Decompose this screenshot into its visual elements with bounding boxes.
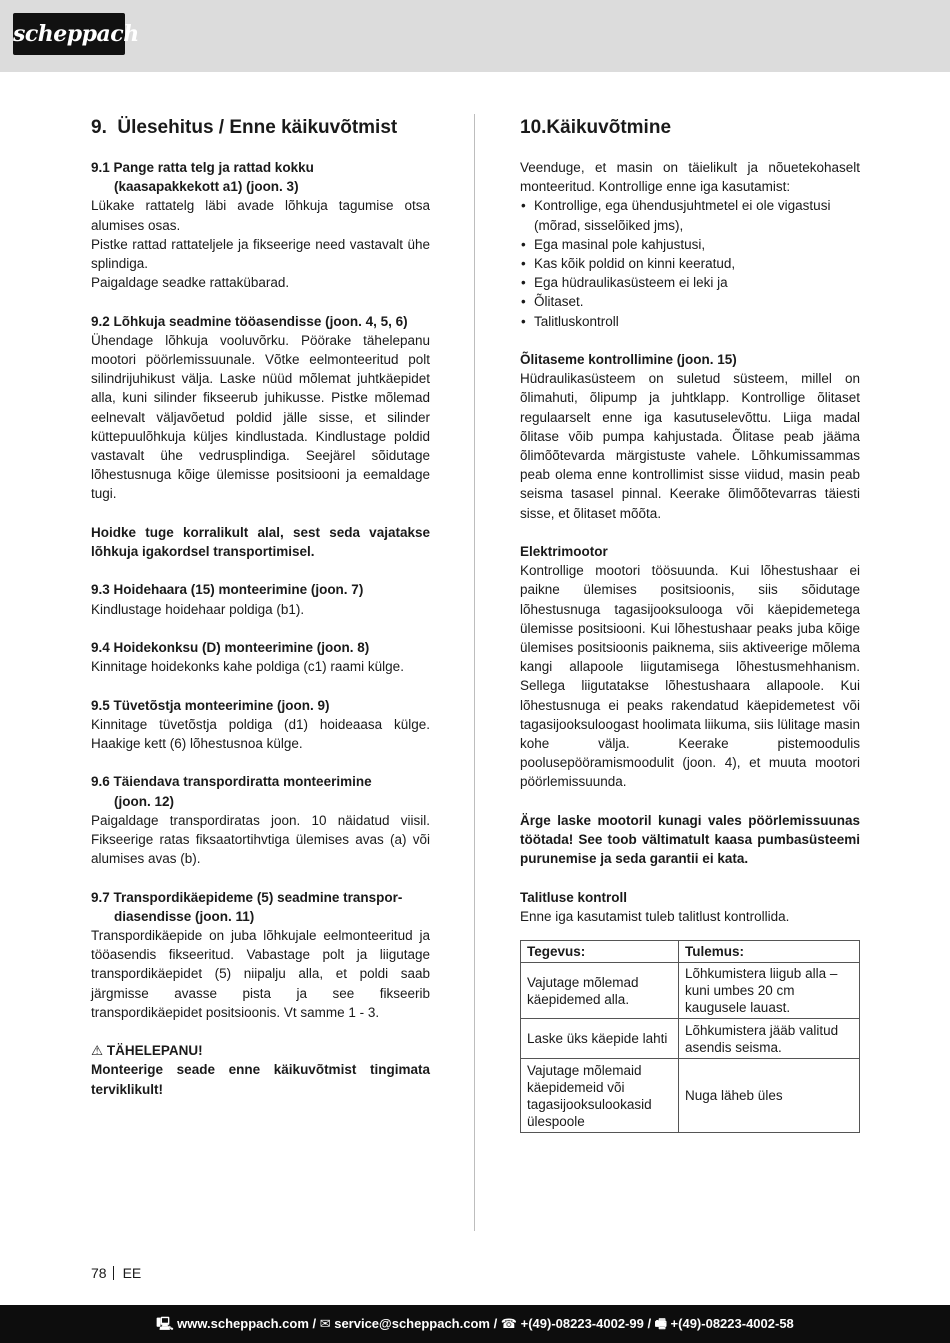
table-cell-action: Laske üks käepide lahti [521,1019,679,1059]
electric-motor-text: Kontrollige mootori töösuunda. Kui lõhestushaar ei paikne ülemises positsioonis, siis sõidutage lõhestusnuga tagasijooksulooga või käepidemetega ülemisse positsiooni. Kui lõhestushaar peaks juba kõige ülemises positsioonis paiknema, siis aktiveerige mõlema kangi allapoole liigutamisega lõhestusmehhanism. Sellega liigutatakse lõhestushaara allapoole. Kui lõhestusnuga ei peaks rakendatud käepidemetest või tagasijooksuloogast hoolimata liikuma, siis lülitage masin kohe välja. Keerake pistemoodulis poolusepööramismoodulit (joon. 4), et muuta mootori pöörlemissuunda. [520,563,860,790]
page-header [0,0,950,72]
attention-text: Monteerige seade enne käikuvõtmist tingimata terviklikult! [91,1062,430,1097]
table-row [521,963,860,1019]
section-9-1-text-3: Paigaldage seadke rattakübarad. [91,275,290,291]
table-row [521,1059,860,1133]
commissioning-intro: Veenduge, et masin on täielikult ja nõuetekohaselt monteeritud. Kontrollige enne iga kasutamist: [520,160,860,195]
section-9-1-text-1: Lükake rattatelg läbi avade lõhkuja tagumise otsa alumises osas. [91,198,430,233]
list-item: • Ega masinal pole kahjustusi, [520,235,860,254]
section-9-title: 9. Ülesehitus / Enne käikuvõtmist [91,117,398,138]
column-header-result: Tulemus: [679,941,860,963]
function-check-table [520,940,860,1133]
section-9-4-heading: 9.4 Hoidekonksu (D) monteerimine (joon. 8) [91,640,370,656]
table-header-row [521,941,860,963]
function-check-heading: Talitluse kontroll [520,889,628,905]
page-number: 78 [91,1265,107,1281]
list-item: • Talitluskontroll [520,312,860,331]
list-item: • Kas kõik poldid on kinni keeratud, [520,254,860,273]
right-column [520,116,860,1133]
warning-triangle-icon: ⚠ [91,1043,104,1059]
contact-bar: 🖳 www.scheppach.com / ✉ service@scheppach.com / ☎ +(49)-08223-4002-99 / 🖷 +(49)-08223-4002-58 [0,1305,950,1343]
function-check-text: Enne iga kasutamist tuleb talitlust kontrollida. [520,908,790,924]
section-9-1-heading: 9.1 Pange ratta telg ja rattad kokku (kaasapakkekott a1) (joon. 3) [91,160,314,195]
list-item: • Kontrollige, ega ühendusjuhtmetel ei ole vigastusi (mõrad, sisselõiked jms), [520,196,860,234]
language-code: EE [122,1265,142,1281]
section-9-7-text: Transpordikäepide on juba lõhkujale eelmonteeritud ja tööasendis fikseeritud. Vabastage polt ja liigutage transpordikäepidet (5) niipalju alla, et poldi saab järgmisse avasse pista ja see fikseerib transpordikäepidet positsioonis. Vt samme 1 - 3. [91,928,430,1020]
table-row [521,1019,860,1059]
column-header-action: Tegevus: [521,941,679,963]
list-item: • Õlitaset. [520,292,860,311]
section-9-2-warning: Hoidke tuge korralikult alal, sest seda vajatakse lõhkuja igakordsel transportimisel. [91,524,430,560]
left-column [91,116,430,1099]
brand-logo: scheppach [13,13,125,55]
section-9-3-text: Kindlustage hoidehaar poldiga (b1). [91,601,305,617]
table-cell-result: Lõhkumistera jääb valitud asendis seisma. [679,1019,860,1059]
table-cell-result: Nuga läheb üles [679,1059,860,1133]
section-9-2-text: Ühendage lõhkuja vooluvõrku. Pöörake tähelepanu mootori pöörlemissuunale. Võtke eelmonteeritud polt silindrijuhikust välja. Laske nüüd mõlemat juhtkäepidet alla, kuni silinder fikseerub juhikusse. Pistke mõlemad eelnevalt väljavõetud poldid jälle sisse, et silinder küttepuulõhkuja küljes kindlustada. Kindlustage poldid vastavalt ühe vedrusplindiga. Seejärel sõidutage lõhestusnuga kõige ülemisse positsiooni ja eemaldage tugi. [91,332,430,502]
section-9-2-heading: 9.2 Lõhkuja seadmine tööasendisse (joon. 4, 5, 6) [91,313,408,329]
page-footer [91,1264,141,1282]
checklist [520,196,860,330]
section-9-5-text: Kinnitage tüvetõstja poldiga (d1) hoideaasa külge. Haakige kett (6) lõhestusnoa külge. [91,716,430,752]
section-10-title: 10.Käikuvõtmine [520,117,672,138]
electric-motor-heading: Elektrimootor [520,544,608,560]
oil-level-text: Hüdraulikasüsteem on suletud süsteem, millel on õlimahuti, õlipump ja juhtklapp. Kontrollige õlitaset regulaarselt enne iga kasutuselevõttu. Liiga madal õlitase võib pumpa kahjustada. Õlitase peab jääma õlimõõtevarda märgistuste vahele. Lõhkumissammas peab olema enne kontrollimist sisse viidud, masin peab seisma tasasel pinnal. Keerake õlimõõtevarras täiesti sisse, et õlitaset mõõta. [520,371,860,521]
section-9-6-heading: 9.6 Täiendava transpordiratta monteerimine (joon. 12) [91,774,372,809]
list-item: • Ega hüdraulikasüsteem ei leki ja [520,273,860,292]
section-9-4-text: Kinnitage hoidekonks kahe poldiga (c1) raami külge. [91,659,404,675]
section-9-6-text: Paigaldage transpordiratas joon. 10 näidatud viisil. Fikseerige ratas fiksaatortihvtiga ülemises avas (a) või alumises avas (b). [91,812,430,867]
section-9-3-heading: 9.3 Hoidehaara (15) monteerimine (joon. 7) [91,582,364,598]
table-cell-action: Vajutage mõlemad käepidemed alla. [521,963,679,1019]
table-cell-result: Lõhkumistera liigub alla – kuni umbes 20 cm kaugusele lauast. [679,963,860,1019]
section-9-1-text-2: Pistke rattad rattateljele ja fikseerige need vastavalt ühe splindiga. [91,236,430,272]
oil-level-heading: Õlitaseme kontrollimine (joon. 15) [520,352,737,368]
section-9-5-heading: 9.5 Tüvetõstja monteerimine (joon. 9) [91,697,330,713]
table-cell-action: Vajutage mõlemaid käepidemeid või tagasijooksulookasid ülespoole [521,1059,679,1133]
section-9-7-heading: 9.7 Transpordikäepideme (5) seadmine transpor- diasendisse (joon. 11) [91,889,403,924]
motor-warning: Ärge laske mootoril kunagi vales pöörlemissuunas töötada! See toob vältimatult kaasa pumbasüsteemi purunemise ja seda garantii ei kata. [520,812,860,867]
attention-heading: ⚠ TÄHELEPANU! [91,1041,430,1060]
column-divider [474,114,475,1231]
